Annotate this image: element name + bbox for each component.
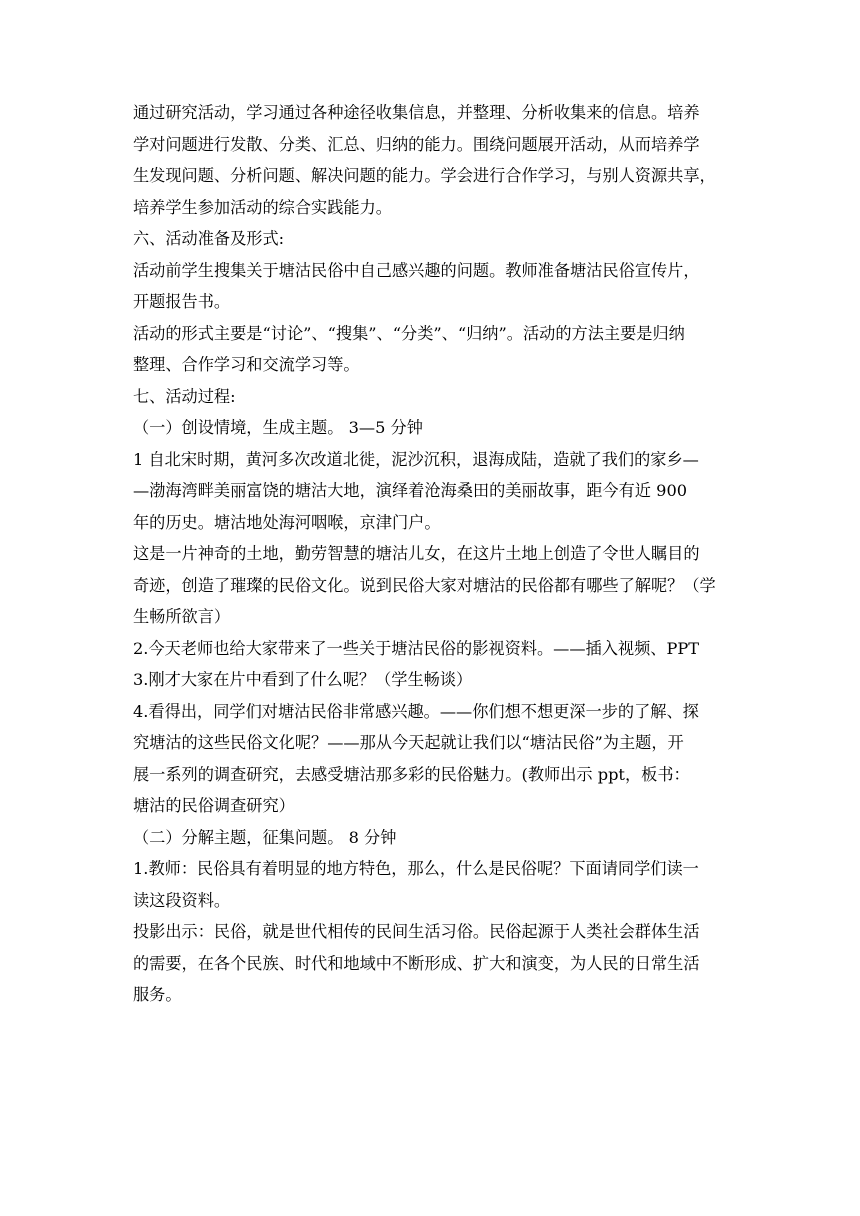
paragraph-activity-form: [133, 318, 733, 381]
paragraph-step-4: [133, 696, 733, 822]
paragraph-land: [133, 538, 733, 633]
paragraph-projection: [133, 916, 733, 1011]
paragraph-history: [133, 444, 733, 539]
text-line: 3.刚才大家在片中看到了什么呢？（学生畅谈）: [133, 670, 473, 689]
subheading-step-one: [133, 412, 733, 444]
text-line: 活动的形式主要是“讨论”、“搜集”、“分类”、“归纳”。活动的方法主要是归纳: [133, 323, 685, 343]
paragraph-step-2: [133, 633, 733, 665]
section-heading-process: [133, 381, 733, 413]
text-line: 年的历史。塘沽地处海河咽喉，京津门户。: [133, 512, 441, 532]
text-line: 2.今天老师也给大家带来了一些关于塘沽民俗的影视资料。——插入视频、PPT: [133, 638, 700, 658]
text-line: 这是一片神奇的土地，勤劳智慧的塘沽儿女，在这片土地上创造了令世人瞩目的: [133, 544, 700, 563]
text-line: 培养学生参加活动的综合实践能力。: [133, 197, 392, 217]
text-line: 1.教师：民俗具有着明显的地方特色，那么，什么是民俗呢？下面请同学们读一: [133, 859, 699, 878]
text-line: 生发现问题、分析问题、解决问题的能力。学会进行合作学习，与别人资源共享，: [133, 166, 716, 185]
heading-line: （一）创设情境，生成主题。 3—5 分钟: [133, 418, 423, 437]
paragraph-step-3: [133, 664, 733, 696]
text-line: —渤海湾畔美丽富饶的塘沽大地，演绎着沧海桑田的美丽故事，距今有近 900: [133, 481, 688, 500]
heading-line: （二）分解主题，征集问题。 8 分钟: [133, 827, 397, 847]
text-line: 通过研究活动，学习通过各种途径收集信息，并整理、分析收集来的信息。培养: [133, 103, 700, 122]
text-line: 究塘沽的这些民俗文化呢？——那从今天起就让我们以“塘沽民俗”为主题，开: [133, 733, 684, 752]
text-line: 塘沽的民俗调查研究）: [133, 796, 295, 815]
text-line: 奇迹，创造了璀璨的民俗文化。说到民俗大家对塘沽的民俗都有哪些了解呢？（学: [133, 575, 716, 595]
text-line: 投影出示：民俗，就是世代相传的民间生活习俗。民俗起源于人类社会群体生活: [133, 922, 700, 941]
text-line: 整理、合作学习和交流学习等。: [133, 355, 360, 374]
paragraph-teacher-question: [133, 853, 733, 916]
text-line: 学对问题进行发散、分类、汇总、归纳的能力。围绕问题展开活动，从而培养学: [133, 134, 700, 154]
text-line: 活动前学生搜集关于塘沽民俗中自己感兴趣的问题。教师准备塘沽民俗宣传片，: [133, 260, 700, 280]
text-line: 服务。: [133, 985, 182, 1004]
document-page: [133, 97, 733, 1011]
text-line: 4.看得出，同学们对塘沽民俗非常感兴趣。——你们想不想更深一步的了解、探: [133, 701, 699, 721]
text-line: 生畅所欲言）: [133, 607, 231, 626]
text-line: 开题报告书。: [133, 292, 231, 311]
paragraph-research-goals: [133, 97, 733, 223]
paragraph-preparation: [133, 255, 733, 318]
text-line: 的需要，在各个民族、时代和地域中不断形成、扩大和演变，为人民的日常生活: [133, 953, 700, 973]
subheading-step-two: [133, 822, 733, 854]
text-line: 1 自北宋时期，黄河多次改道北徙，泥沙沉积，退海成陆，造就了我们的家乡—: [133, 449, 699, 469]
heading-line: 七、活动过程:: [133, 386, 236, 406]
text-line: 读这段资料。: [133, 890, 231, 910]
section-heading-preparation: [133, 223, 733, 255]
text-line: 展一系列的调查研究，去感受塘沽那多彩的民俗魅力。(教师出示 ppt，板书：: [133, 764, 690, 784]
heading-line: 六、活动准备及形式:: [133, 229, 285, 248]
